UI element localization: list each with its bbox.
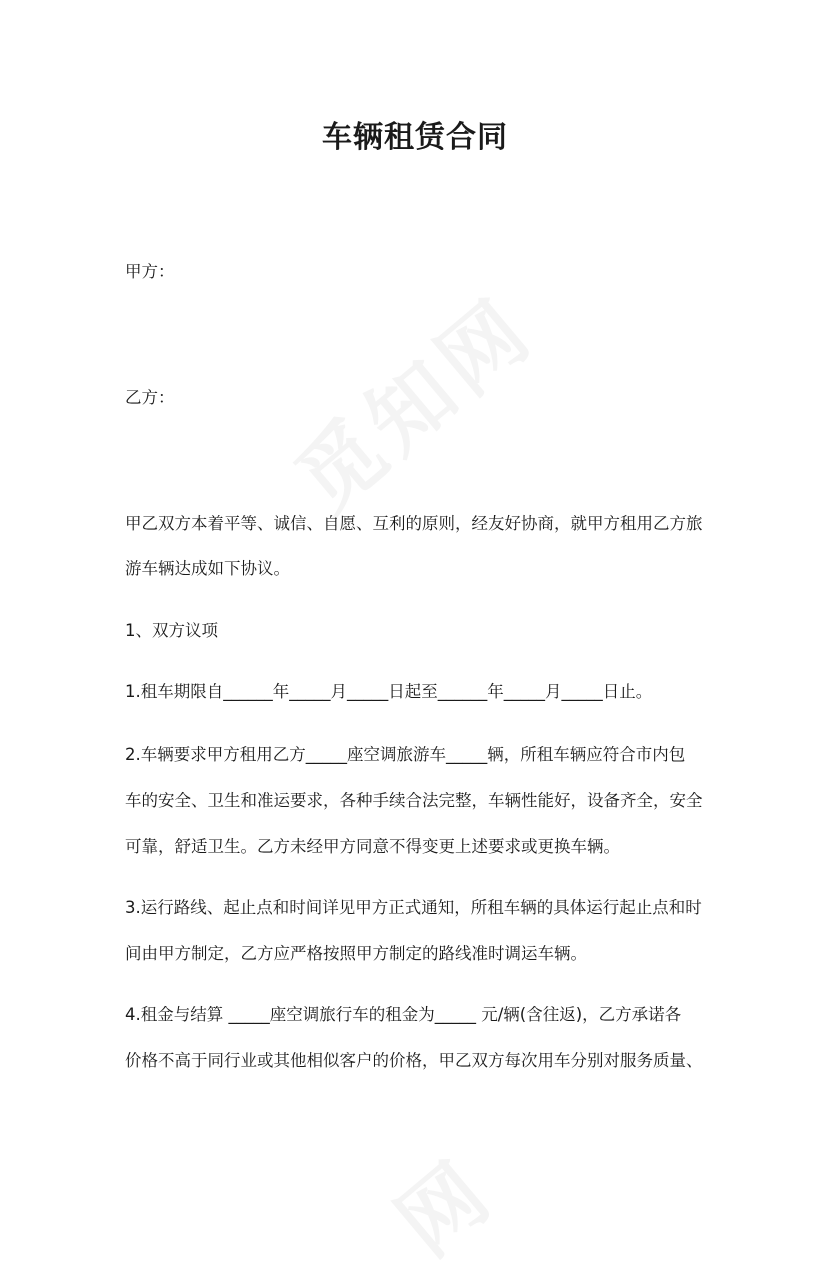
clause-4-line-2: 价格不高于同行业或其他相似客户的价格，甲乙双方每次用车分别对服务质量、 — [125, 1051, 703, 1070]
watermark-text-bottom — [367, 1096, 532, 1255]
clause-3-line-1: 3.运行路线、起止点和时间详见甲方正式通知，所租车辆的具体运行起止点和时 — [125, 898, 702, 917]
document-title: 车辆租赁合同 — [322, 120, 508, 155]
intro-line-2: 游车辆达成如下协议。 — [125, 559, 290, 578]
clause-4-line-1: 4.租金与结算 _____座空调旅行车的租金为_____ 元/辆(含往返)，乙方承诺各 — [125, 1005, 682, 1024]
clause-1: 1.租车期限自______年_____月_____日起至______年_____月_____日止。 — [125, 682, 653, 701]
party-b-label: 乙方： — [125, 388, 175, 407]
clause-2-line-2: 车的安全、卫生和准运要求，各种手续合法完整，车辆性能好，设备齐全，安全 — [125, 791, 703, 810]
intro-line-1: 甲乙双方本着平等、诚信、自愿、互利的原则，经友好协商，就甲方租用乙方旅 — [125, 514, 703, 533]
clause-2-line-3: 可靠，舒适卫生。乙方未经甲方同意不得变更上述要求或更换车辆。 — [125, 837, 620, 856]
clause-3-line-2: 间由甲方制定，乙方应严格按照甲方制定的路线准时调运车辆。 — [125, 944, 587, 963]
section-1-heading: 1、双方议项 — [125, 621, 218, 640]
clause-2-line-1: 2.车辆要求甲方租用乙方_____座空调旅游车_____辆，所租车辆应符合市内包 — [125, 745, 686, 764]
party-a-label: 甲方： — [125, 262, 175, 281]
